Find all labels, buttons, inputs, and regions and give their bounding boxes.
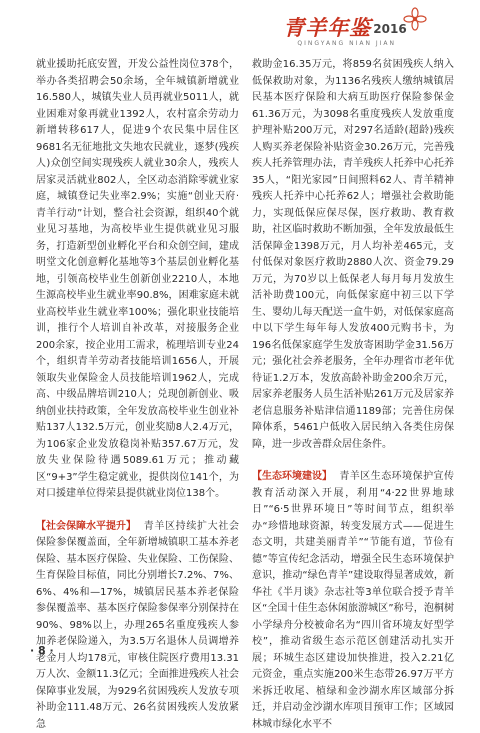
right-paragraph-environment (252, 469, 454, 733)
left-column (36, 57, 239, 733)
logo-main-text: 青羊 (283, 15, 327, 40)
left-paragraph-employment: 就业援助托底安置，开发公益性岗位378个，举办各类招聘会50余场，全年城镇新增就业16.580人，城镇失业人员再就业5011人，就业困难对象再就业1392人，农村富余劳动力新增转移617人，促进9个农民集中居住区9681名无征地批文失地农民就业，逐梦(残疾人)众创空间实现残疾人就业30余人，残疾人居家灵活就业802人，全区动态消除零就业家庭，城镇登记失业率2.9%；实施“创业天府·青羊行动”计划，整合社会资源，组织40个就业见习基地，为高校毕业生提供就业见习服务，打造新型创业孵化平台和众创空间，建成明堂文化创意孵化基地等3个基层创业孵化基地，引领高校毕业生创新创业2210人，本地生源高校毕业生就业率90.8%，困难家庭未就业高校毕业生就业率100%；强化职业技能培训，推行个人培训自补改革，对接服务企业200余家，按企业用工需求，梳理培训专业24个，组织青羊劳动者技能培训1656人，开展领取失业保险金人员技能培训1962人，完成高、中级品牌培训210人；兑现创新创业、吸纳创业扶持政策，全年发放高校毕业生创业补贴137人132.5万元，创业奖励8人2.4万元，为106家企业发放稳岗补贴357.67万元，发放失业保险待遇5089.61万元；推动藏区“9+3”学生稳定就业，提供岗位141个，为对口援建单位得荣县提供就业岗位138个。 (36, 57, 239, 503)
section-title-environment: 【生态环境建设】 (252, 469, 332, 486)
logo-subtitle: QINGYANG NIAN JIAN (297, 40, 396, 47)
left-paragraph-social-security (36, 519, 239, 733)
right-column (252, 57, 454, 733)
page-header (0, 0, 480, 52)
right-paragraph-welfare: 救助金16.35万元，将859名贫困残疾人纳入低保救助对象，为1136名残疾人缴纳城镇居民基本医疗保险和大病互助医疗保险参保金61.36万元，为3098名重度残疾人发放重度护理补贴200万元，对297名适龄(超龄)残疾人购买养老保险补贴资金30.26万元，完善残疾人托养管理办法，青羊残疾人托养中心托养35人，“阳光家园”日间照料62人、青羊精神残疾人托养中心托养62人；增强社会救助能力，实现低保应保尽保，医疗救助、教育救助，社区临时救助不断加强，全年发放最低生活保障金1398万元，月人均补差465元，支付低保对象医疗救助2880人次、资金79.29万元，为70岁以上低保老人每月每月发放生活补助费100元，向低保家庭中初三以下学生、婴幼儿每天配送一盒牛奶，对低保家庭高中以下学生每年每人发放400元购书卡，为196名低保家庭学生发放寄困助学金31.56万元；强化社会养老服务，全年办理省市老年优待证1.2万本，发放高龄补助金200余万元，居家养老服务人员生活补贴261万元及居家养老信息服务补贴津信通1189部；完善住房保障体系，5461户低收入居民纳入各类住房保障，进一步改善群众居住条件。 (252, 57, 454, 453)
social-security-text: 青羊区持续扩大社会保险参保覆盖面，全年新增城镇职工基本养老保险、基本医疗保险、失业保险、工伤保险、生育保险目标值，同比分别增长7.2%、7%、6%、4%和—17%，城镇居民基本养老保险参保覆盖率、基本医疗保险参保率分别保持在90%、98%以上，办理265名重度残疾人参加养老保险递入，为3.5万名退休人员调增养老金月人均178元，审核住院医疗费用13.31万人次、金额11.3亿元；全面推进残疾人社会保障事业发展，为929名贫困残疾人发放专项补助金111.48万元、26名贫困残疾人发放紧急 (36, 521, 239, 730)
yearbook-logo (270, 12, 420, 42)
section-title-social-security: 【社会保障水平提升】 (36, 519, 136, 536)
environment-text: 青羊区生态环境保护宣传教育活动深入开展，利用“4·22世界地球日”“6·5世界环境日”等时间节点，组织举办“珍惜地球资源，转变发展方式——促进生态文明，共建美丽青羊”“节能有道，节俭有德”等宣传纪念活动，增强全民生态环境保护意识，推动“绿色青羊”建设取得显著成效，新华社《半月谈》杂志社等3单位联合授予青羊区“全国十佳生态休闲旅游城区”称号，泡桐树小学绿舟分校被命名为“四川省环境友好型学校”，推动省级生态示范区创建活动扎实开展；环城生态区建设加快推进，投入2.21亿元资金，重点实施200米生态带26.97万平方米拆迁收尾、植绿和金沙湖水库区域部分拆迁，并启动金沙湖水库项目预审工作；区域园林城市绿化水平不 (252, 471, 454, 730)
logo-mid-text: 年鉴 (327, 15, 371, 40)
page-number: · 8 · (30, 644, 54, 657)
logo-year: 2016 (373, 22, 406, 36)
